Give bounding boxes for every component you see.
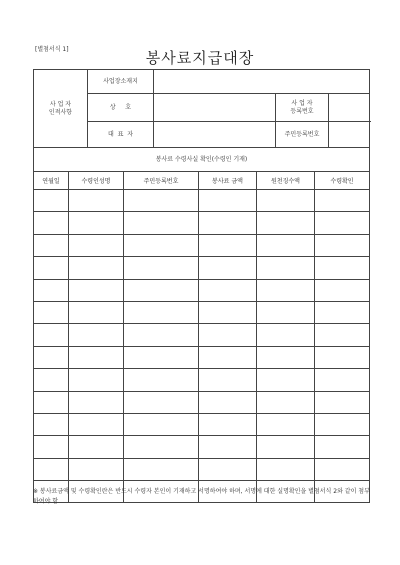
table-row [34,190,370,212]
table-cell[interactable] [69,458,124,480]
business-reg-value[interactable] [329,94,370,122]
table-cell[interactable] [34,324,69,346]
table-cell[interactable] [124,458,199,480]
section-title: 봉사료 수령사실 확인(수령인 기재) [34,148,370,172]
table-cell[interactable] [69,301,124,323]
table-cell[interactable] [199,324,257,346]
table-cell[interactable] [315,391,370,413]
table-cell[interactable] [199,369,257,391]
table-cell[interactable] [69,324,124,346]
table-cell[interactable] [257,436,315,458]
form-tag: [별첨서식 1] [35,46,69,53]
table-cell[interactable] [315,234,370,256]
business-info-group-label: 사 업 자 인적사항 [34,70,88,148]
business-info-table [33,69,370,172]
table-cell[interactable] [199,212,257,234]
table-row [34,458,370,480]
table-cell[interactable] [199,391,257,413]
table-row [34,346,370,368]
table-cell[interactable] [124,413,199,435]
table-cell[interactable] [124,436,199,458]
table-cell[interactable] [257,324,315,346]
table-cell[interactable] [124,234,199,256]
table-row [34,234,370,256]
table-cell[interactable] [257,346,315,368]
table-header-row [34,172,370,190]
table-cell[interactable] [124,391,199,413]
table-cell[interactable] [315,324,370,346]
table-cell[interactable] [34,346,69,368]
table-cell[interactable] [315,257,370,279]
table-cell[interactable] [124,279,199,301]
footnote: ※ 봉사료금액 및 수령확인란은 반드시 수령자 본인이 기재하고 서명하여야 하며, 서명에 대한 실명확인을 별첨서식 2와 같이 첨부하여야 함 [33,488,370,505]
table-row [34,391,370,413]
column-header-date: 연월일 [34,172,69,190]
column-header-receipt-confirm: 수령확인 [315,172,370,190]
table-cell[interactable] [199,279,257,301]
table-cell[interactable] [34,234,69,256]
table-cell[interactable] [124,369,199,391]
representative-value[interactable] [154,122,276,148]
table-cell[interactable] [34,257,69,279]
table-cell[interactable] [315,413,370,435]
table-cell[interactable] [315,301,370,323]
table-cell[interactable] [34,190,69,212]
table-cell[interactable] [315,436,370,458]
table-cell[interactable] [199,458,257,480]
column-header-recipient-name: 수령인성명 [69,172,124,190]
resident-reg-label: 주민등록번호 [276,122,329,148]
table-cell[interactable] [34,301,69,323]
table-cell[interactable] [124,346,199,368]
table-cell[interactable] [69,369,124,391]
table-cell[interactable] [34,458,69,480]
table-cell[interactable] [315,279,370,301]
table-cell[interactable] [69,436,124,458]
table-cell[interactable] [257,301,315,323]
table-cell[interactable] [69,257,124,279]
table-cell[interactable] [34,436,69,458]
trade-name-label: 상 호 [88,94,154,122]
location-value[interactable] [154,70,370,94]
table-cell[interactable] [124,301,199,323]
table-cell[interactable] [315,212,370,234]
table-cell[interactable] [69,234,124,256]
table-cell[interactable] [199,301,257,323]
table-row [34,369,370,391]
table-cell[interactable] [34,413,69,435]
table-cell[interactable] [34,212,69,234]
table-row [34,413,370,435]
table-cell[interactable] [34,369,69,391]
table-cell[interactable] [257,257,315,279]
business-reg-label: 사 업 자 등록번호 [276,94,329,122]
table-cell[interactable] [257,212,315,234]
table-cell[interactable] [199,346,257,368]
trade-name-value[interactable] [154,94,276,122]
table-cell[interactable] [124,324,199,346]
table-cell[interactable] [199,190,257,212]
table-cell[interactable] [34,391,69,413]
table-cell[interactable] [315,458,370,480]
table-row [34,301,370,323]
table-row [34,279,370,301]
table-cell[interactable] [124,190,199,212]
table-cell[interactable] [257,279,315,301]
table-cell[interactable] [315,190,370,212]
table-cell[interactable] [199,436,257,458]
table-cell[interactable] [124,212,199,234]
table-cell[interactable] [257,413,315,435]
location-label: 사업장소재지 [88,70,154,94]
resident-reg-value[interactable] [329,122,370,148]
table-cell[interactable] [257,458,315,480]
table-cell[interactable] [34,279,69,301]
table-cell[interactable] [199,257,257,279]
table-cell[interactable] [69,212,124,234]
table-cell[interactable] [315,346,370,368]
table-cell[interactable] [69,413,124,435]
table-body [34,190,370,503]
table-cell[interactable] [257,391,315,413]
column-header-service-charge: 봉사료 금액 [199,172,257,190]
column-header-resident-number: 주민등록번호 [124,172,199,190]
table-cell[interactable] [257,234,315,256]
table-cell[interactable] [124,257,199,279]
page-title: 봉사료지급대장 [145,49,255,67]
table-cell[interactable] [257,369,315,391]
table-cell[interactable] [199,234,257,256]
table-row [34,324,370,346]
table-cell[interactable] [315,369,370,391]
table-row [34,212,370,234]
column-header-withholding: 원천징수액 [257,172,315,190]
service-charge-table [33,171,370,503]
table-cell[interactable] [69,279,124,301]
table-cell[interactable] [69,190,124,212]
table-row [34,436,370,458]
table-cell[interactable] [199,413,257,435]
representative-label: 대 표 자 [88,122,154,148]
table-cell[interactable] [69,391,124,413]
table-cell[interactable] [69,346,124,368]
table-cell[interactable] [257,190,315,212]
table-row [34,257,370,279]
